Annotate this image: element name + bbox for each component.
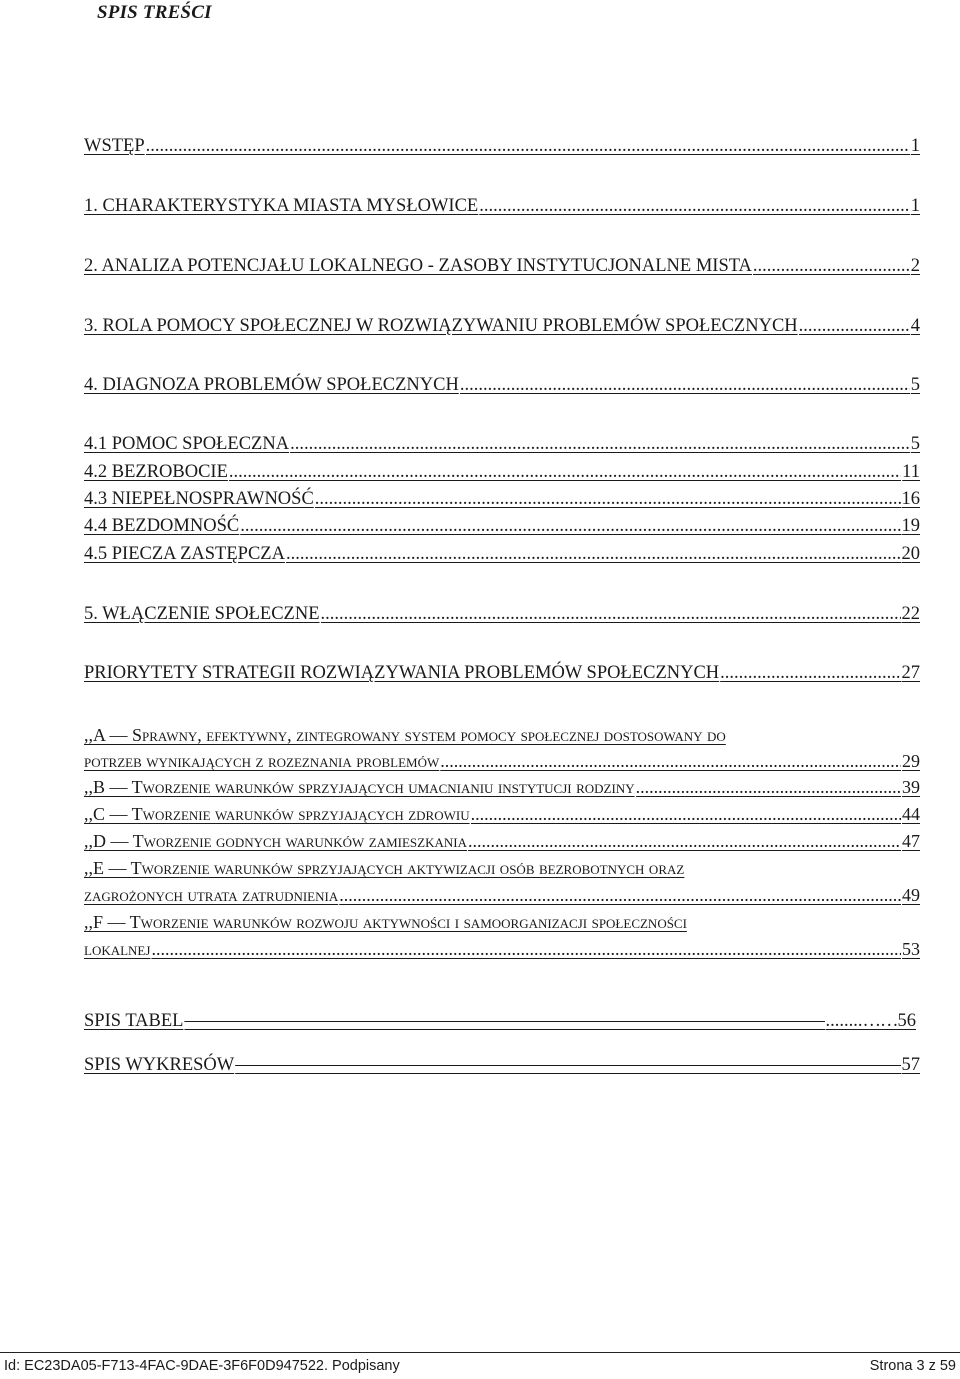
toc-entry-title: PRIORYTETY STRATEGII ROZWIĄZYWANIA PROBLEMÓW SPOŁECZNYCH <box>84 663 720 683</box>
toc-entry[interactable] <box>84 602 920 626</box>
toc-entry-page: 2 <box>910 256 920 276</box>
toc-entry-title: lokalnej <box>84 939 151 959</box>
page-number: Strona 3 z 59 <box>869 1358 956 1374</box>
toc-entry[interactable] <box>84 661 920 685</box>
toc-entry-page: 11 <box>902 462 920 482</box>
toc-entry[interactable] <box>84 194 920 218</box>
list-of-charts-page: 57 <box>901 1055 920 1075</box>
toc-entry-page: 5 <box>910 375 920 395</box>
toc-entry-page: 29 <box>902 751 920 771</box>
toc-entry-page: 20 <box>901 544 920 564</box>
toc-entry-title: 4.1 POMOC SPOŁECZNA <box>84 434 290 454</box>
toc-entry-page: 44 <box>902 804 920 824</box>
toc-entry-page: 4 <box>910 316 920 336</box>
list-of-charts-entry[interactable] <box>84 1053 920 1077</box>
toc-entry[interactable] <box>84 314 920 338</box>
toc-entry[interactable] <box>84 775 920 799</box>
list-leader-tail: …… <box>862 1011 898 1031</box>
toc-entry-title: 4.5 PIECZA ZASTĘPCZA <box>84 544 285 564</box>
list-of-tables-dots: ........ <box>825 1011 863 1031</box>
toc-entry[interactable] <box>84 829 920 853</box>
list-of-tables-entry[interactable] <box>84 1009 916 1033</box>
toc-entry[interactable] <box>84 749 920 773</box>
toc-entry-title: 5. WŁĄCZENIE SPOŁECZNE <box>84 604 320 624</box>
toc-leader <box>240 514 900 538</box>
toc-entry-title: WSTĘP <box>84 136 145 156</box>
toc-leader <box>460 373 910 397</box>
toc-entry[interactable] <box>84 134 920 158</box>
toc-leader <box>799 314 910 338</box>
toc-entry-title: 2. ANALIZA POTENCJAŁU LOKALNEGO - ZASOBY INSTYTUCJONALNE MISTA <box>84 256 752 276</box>
toc-entry-title: 4.3 NIEPEŁNOSPRAWNOŚĆ <box>84 489 314 509</box>
toc-entry-page: 16 <box>901 489 920 509</box>
toc-leader <box>753 254 910 278</box>
toc-entry[interactable] <box>84 487 920 511</box>
list-of-charts-title: SPIS WYKRESÓW <box>84 1055 235 1075</box>
toc-entry[interactable] <box>84 937 920 961</box>
toc-entry[interactable] <box>84 432 920 456</box>
toc-leader <box>286 542 901 566</box>
toc-leader <box>720 661 900 685</box>
toc-entry-title: 4. DIAGNOZA PROBLEMÓW SPOŁECZNYCH <box>84 375 459 395</box>
toc-entry-title-line[interactable]: ,,E — Tworzenie warunków sprzyjających aktywizacji osób bezrobotnych oraz <box>84 858 685 878</box>
toc-entry-title: ,,C — Tworzenie warunków sprzyjających zdrowiu <box>84 804 470 824</box>
toc-entry-title: 1. CHARAKTERYSTYKA MIASTA MYSŁOWICE <box>84 196 479 216</box>
toc-leader <box>146 134 910 158</box>
page-footer <box>0 1352 960 1379</box>
toc-leader <box>440 749 901 773</box>
toc-entry[interactable] <box>84 514 920 538</box>
toc-entry-title: zagrożonych utrata zatrudnienia <box>84 885 339 905</box>
list-of-tables-page: 56 <box>897 1011 916 1031</box>
toc-entry-title: 4.4 BEZDOMNOŚĆ <box>84 516 240 536</box>
list-leader <box>184 1009 824 1033</box>
toc-entry[interactable] <box>84 460 920 484</box>
toc-leader <box>339 883 901 907</box>
toc-entry-page: 53 <box>902 939 920 959</box>
document-id: Id: EC23DA05-F713-4FAC-9DAE-3F6F0D947522. Podpisany <box>4 1358 400 1374</box>
toc-leader <box>321 602 901 626</box>
list-of-tables-title: SPIS TABEL <box>84 1011 184 1031</box>
toc-entry-title: ,,B — Tworzenie warunków sprzyjających umacnianiu instytucji rodziny <box>84 777 635 797</box>
toc-leader <box>290 432 910 456</box>
toc-entry-title: 4.2 BEZROBOCIE <box>84 462 228 482</box>
list-leader <box>235 1053 900 1077</box>
toc-entry-page: 27 <box>901 663 920 683</box>
toc-entry-title: potrzeb wynikających z rozeznania problemów <box>84 751 440 771</box>
toc-entry-title: ,,D — Tworzenie godnych warunków zamieszkania <box>84 831 467 851</box>
toc-entry-page: 47 <box>902 831 920 851</box>
toc-entry-page: 39 <box>902 777 920 797</box>
toc-leader <box>315 487 901 511</box>
toc-entry-title-line[interactable]: ,,F — Tworzenie warunków rozwoju aktywności i samoorganizacji społeczności <box>84 912 687 932</box>
toc-leader <box>479 194 910 218</box>
toc-entry-page: 1 <box>910 196 920 216</box>
toc-leader <box>471 802 901 826</box>
toc-entry[interactable] <box>84 254 920 278</box>
toc-entry-page: 22 <box>901 604 920 624</box>
toc-entry-page: 1 <box>910 136 920 156</box>
toc-entry-title: 3. ROLA POMOCY SPOŁECZNEJ W ROZWIĄZYWANIU PROBLEMÓW SPOŁECZNYCH <box>84 316 798 336</box>
toc-entry[interactable] <box>84 542 920 566</box>
toc-leader <box>229 460 901 484</box>
toc-entry-page: 49 <box>902 885 920 905</box>
toc-entry[interactable] <box>84 802 920 826</box>
toc-entry-page: 19 <box>901 516 920 536</box>
toc-entry[interactable] <box>84 883 920 907</box>
toc-leader <box>151 937 901 961</box>
toc-leader <box>636 775 901 799</box>
toc-leader <box>468 829 901 853</box>
toc-entry-page: 5 <box>910 434 920 454</box>
toc-entry[interactable] <box>84 373 920 397</box>
toc-entry-title-line[interactable]: ,,A — Sprawny, efektywny, zintegrowany system pomocy społecznej dostosowany do <box>84 725 726 745</box>
page-title: SPIS TREŚCI <box>97 2 212 23</box>
